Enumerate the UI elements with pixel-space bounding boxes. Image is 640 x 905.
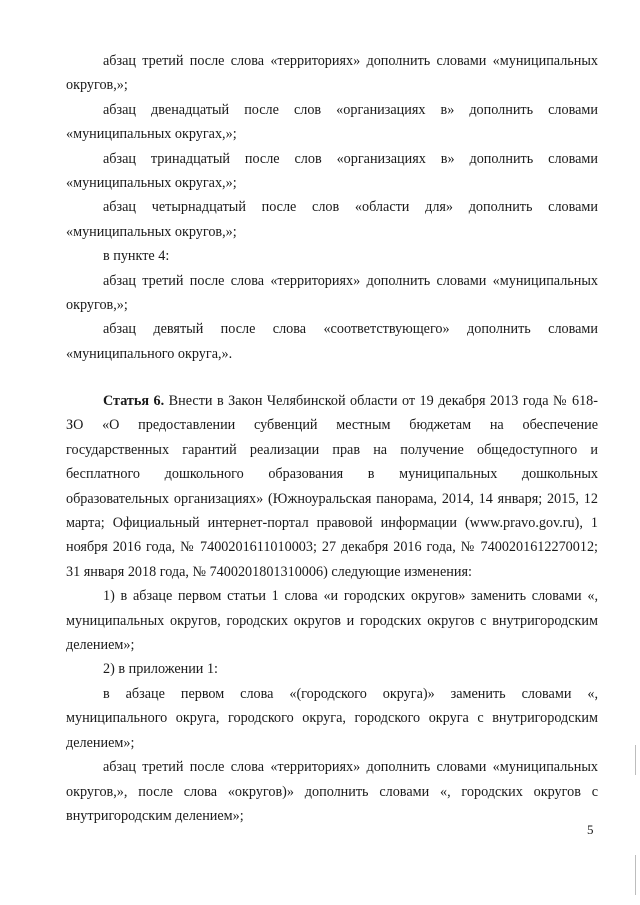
article-intro-text: Внести в Закон Челябинской области от 19 декабря 2013 года № 618-ЗО «О предоставлении субвенций местным бюджетам на обеспечение государственных гарантий реализации прав на получение общедоступного и бесплатного дошкольного образования в муниципальных дошкольных образовательных организациях» (Южноуральская панорама, 2014, 14 января; 2015, 12 марта; Официальный интернет-портал правовой информации (www.pravo.gov.ru), 1 ноября 2016 года, № 7400201611010003; 27 декабря 2016 года, № 7400201612270012; 31 января 2018 года, № 7400201801310006) следующие изменения: [66, 393, 598, 580]
article-intro-paragraph [66, 389, 598, 584]
paragraph: абзац тринадцатый после слов «организациях в» дополнить словами «муниципальных округах,»; [66, 150, 598, 192]
scan-artifact-line [635, 745, 636, 775]
article-6 [66, 389, 598, 828]
paragraph: абзац двенадцатый после слов «организациях в» дополнить словами «муниципальных округах,»; [66, 101, 598, 143]
article-item: абзац третий после слова «территориях» дополнить словами «муниципальных округов,», после слова «округов)» дополнить словами «, городских округов с внутригородским делением»; [66, 759, 598, 824]
paragraph: абзац девятый после слова «соответствующего» дополнить словами «муниципального округа,». [66, 321, 598, 362]
article-item: в абзаце первом слова «(городского округа)» заменить словами «, муниципального округа, городского округа, городского округа с внутригородским делением»; [66, 685, 598, 751]
article-item: 2) в приложении 1: [103, 661, 218, 678]
amendments-continuation [66, 49, 598, 366]
scan-artifact-line [635, 855, 636, 895]
paragraph: абзац третий после слова «территориях» дополнить словами «муниципальных округов,»; [66, 53, 598, 94]
paragraph: абзац четырнадцатый после слов «области для» дополнить словами «муниципальных округов,»; [66, 199, 598, 240]
page-number: 5 [587, 822, 594, 837]
article-item: 1) в абзаце первом статьи 1 слова «и городских округов» заменить словами «, муниципальных округов, городских округов и городских округов с внутригородским делением»; [66, 588, 598, 654]
paragraph: в пункте 4: [103, 248, 170, 265]
article-title: Статья 6. [103, 393, 165, 409]
paragraph: абзац третий после слова «территориях» дополнить словами «муниципальных округов,»; [66, 272, 598, 314]
